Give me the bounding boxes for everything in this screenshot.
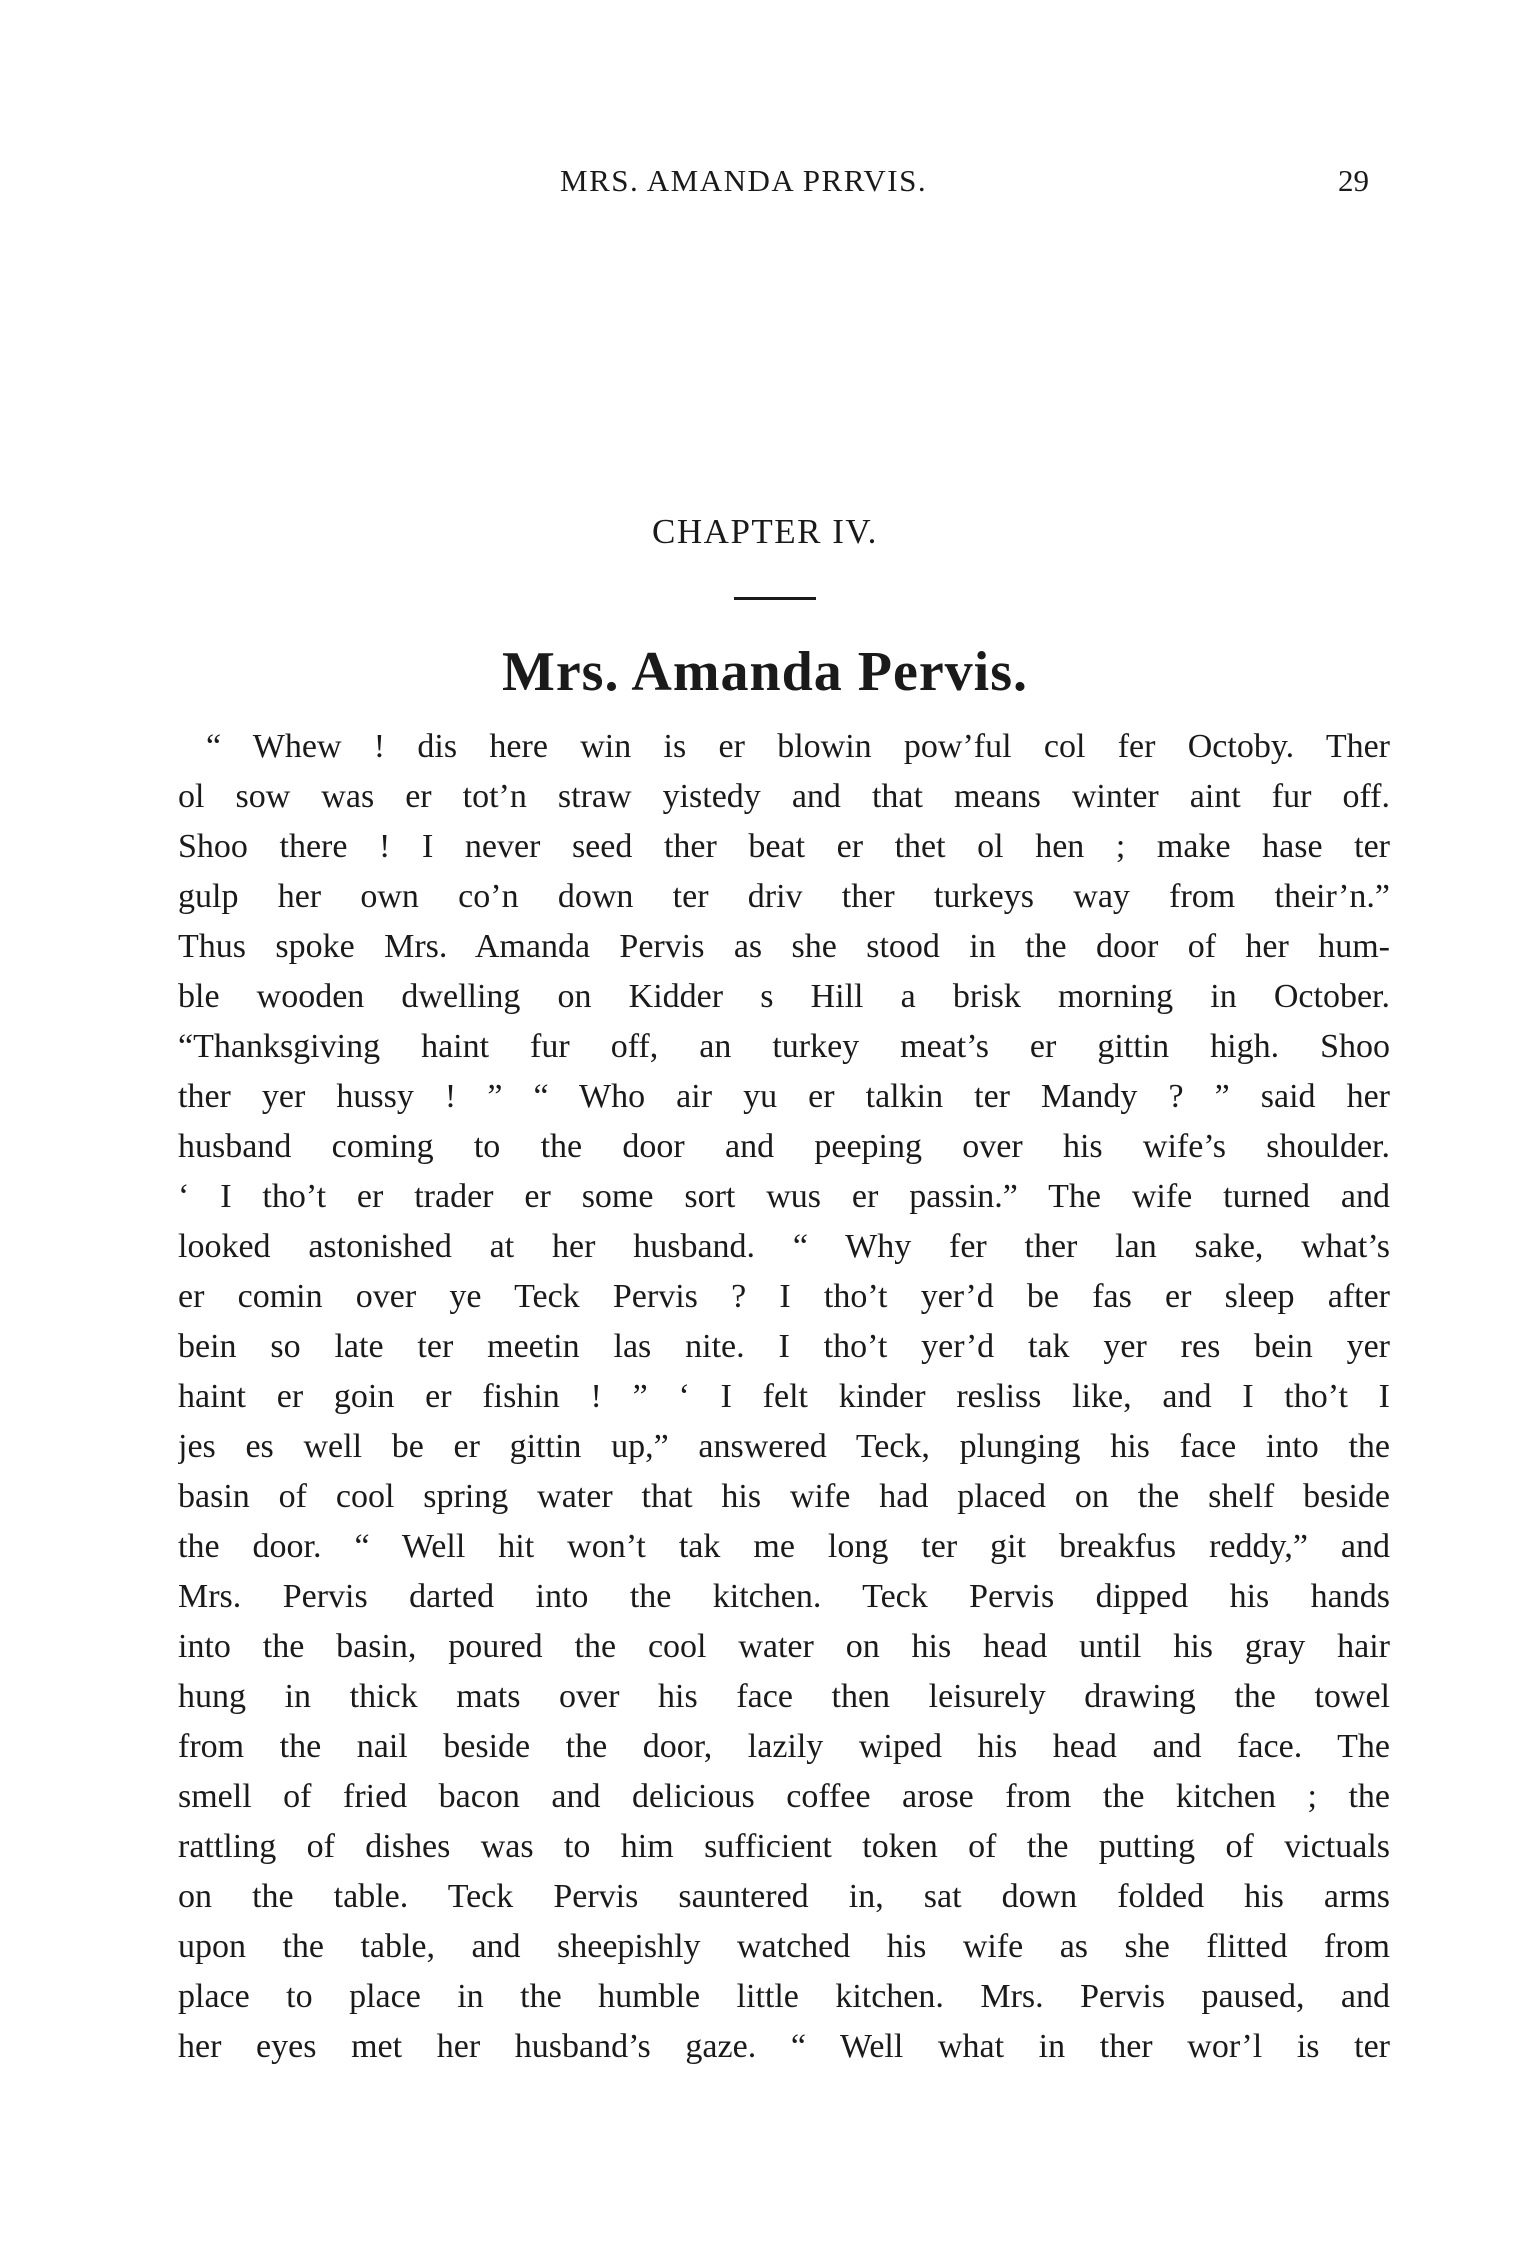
body-text bbox=[178, 722, 1390, 2072]
chapter-rule bbox=[734, 597, 816, 600]
chapter-heading: CHAPTER IV. bbox=[652, 512, 878, 551]
text-line: from the nail beside the door, lazily wiped his head and face. The bbox=[178, 1728, 1390, 1765]
text-line: ol sow was er tot’n straw yistedy and that means winter aint fur off. bbox=[178, 778, 1390, 815]
text-line: basin of cool spring water that his wife had placed on the shelf beside bbox=[178, 1478, 1390, 1515]
text-line: haint er goin er fishin ! ” ‘ I felt kinder resliss like, and I tho’t I bbox=[178, 1378, 1390, 1415]
text-line: on the table. Teck Pervis sauntered in, sat down folded his arms bbox=[178, 1878, 1390, 1915]
chapter-title: Mrs. Amanda Pervis. bbox=[501, 641, 1029, 703]
text-line: gulp her own co’n down ter driv ther turkeys way from their’n.” bbox=[178, 878, 1390, 915]
text-line: ‘ I tho’t er trader er some sort wus er passin.” The wife turned and bbox=[178, 1178, 1390, 1215]
text-line: into the basin, poured the cool water on his head until his gray hair bbox=[178, 1628, 1390, 1665]
text-line: Thus spoke Mrs. Amanda Pervis as she stood in the door of her hum- bbox=[178, 928, 1390, 965]
text-line: her eyes met her husband’s gaze. “ Well what in ther wor’l is ter bbox=[178, 2028, 1390, 2065]
text-line: looked astonished at her husband. “ Why fer ther lan sake, what’s bbox=[178, 1228, 1390, 1265]
page-number: 29 bbox=[1338, 163, 1369, 198]
text-line: bein so late ter meetin las nite. I tho’t yer’d tak yer res bein yer bbox=[178, 1328, 1390, 1365]
text-line: “ Whew ! dis here win is er blowin pow’ful col fer Octoby. Ther bbox=[206, 728, 1390, 765]
text-line: Mrs. Pervis darted into the kitchen. Teck Pervis dipped his hands bbox=[178, 1578, 1390, 1615]
text-line: hung in thick mats over his face then leisurely drawing the towel bbox=[178, 1678, 1390, 1715]
text-line: the door. “ Well hit won’t tak me long ter git breakfus reddy,” and bbox=[178, 1528, 1390, 1565]
text-line: smell of fried bacon and delicious coffee arose from the kitchen ; the bbox=[178, 1778, 1390, 1815]
text-line: jes es well be er gittin up,” answered Teck, plunging his face into the bbox=[178, 1428, 1390, 1465]
text-line: “Thanksgiving haint fur off, an turkey meat’s er gittin high. Shoo bbox=[178, 1028, 1390, 1065]
text-line: ther yer hussy ! ” “ Who air yu er talkin ter Mandy ? ” said her bbox=[178, 1078, 1390, 1115]
text-line: er comin over ye Teck Pervis ? I tho’t yer’d be fas er sleep after bbox=[178, 1278, 1390, 1315]
running-head: MRS. AMANDA PRRVIS. bbox=[560, 163, 928, 198]
text-line: place to place in the humble little kitchen. Mrs. Pervis paused, and bbox=[178, 1978, 1390, 2015]
text-line: husband coming to the door and peeping over his wife’s shoulder. bbox=[178, 1128, 1390, 1165]
text-line: ble wooden dwelling on Kidder s Hill a brisk morning in October. bbox=[178, 978, 1390, 1015]
text-line: rattling of dishes was to him sufficient token of the putting of victuals bbox=[178, 1828, 1390, 1865]
text-line: upon the table, and sheepishly watched his wife as she flitted from bbox=[178, 1928, 1390, 1965]
text-line: Shoo there ! I never seed ther beat er thet ol hen ; make hase ter bbox=[178, 828, 1390, 865]
